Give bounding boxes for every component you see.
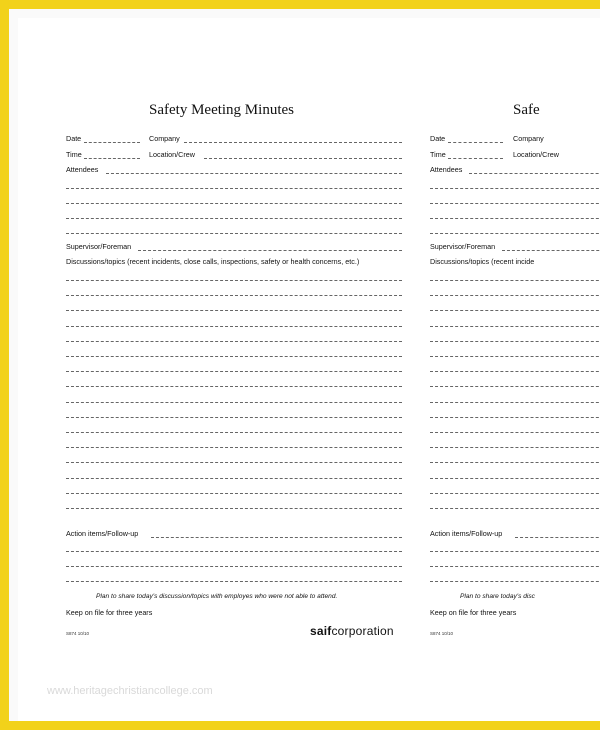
form-code-right: S874 10/10 [430,631,454,636]
keep-on-file-label: Keep on file for three years [66,608,153,617]
action-line[interactable] [66,566,402,567]
time-field[interactable] [84,158,140,159]
attendee-line-right[interactable] [430,218,600,219]
time-field-right[interactable] [448,158,503,159]
time-label: Time [66,150,82,159]
discussion-line[interactable] [66,356,402,357]
action-line-right[interactable] [430,566,600,567]
discussion-line-right[interactable] [430,356,600,357]
discussion-line-right[interactable] [430,462,600,463]
discussion-line-right[interactable] [430,386,600,387]
keep-on-file-label-right: Keep on file for three years [430,608,517,617]
location-label: Location/Crew [149,150,195,159]
discussion-line[interactable] [66,493,402,494]
discussion-line[interactable] [66,386,402,387]
company-label: Company [149,134,180,143]
discussion-line-right[interactable] [430,508,600,509]
discussion-line[interactable] [66,447,402,448]
action-line[interactable] [66,551,402,552]
discussion-line-right[interactable] [430,417,600,418]
saif-logo: saifcorporation [310,624,394,638]
action-line-right[interactable] [430,581,600,582]
attendee-line[interactable] [66,188,402,189]
discussion-line[interactable] [66,295,402,296]
discussion-line-right[interactable] [430,326,600,327]
date-field-right[interactable] [448,142,503,143]
discussion-line-right[interactable] [430,371,600,372]
attendees-field-right[interactable] [469,173,600,174]
discussion-line-right[interactable] [430,478,600,479]
action-items-field[interactable] [151,537,402,538]
attendees-label: Attendees [66,165,99,174]
supervisor-label: Supervisor/Foreman [66,242,132,251]
discussion-line[interactable] [66,432,402,433]
attendee-line[interactable] [66,203,402,204]
discussion-line-right[interactable] [430,341,600,342]
action-items-label: Action items/Follow-up [66,529,139,538]
company-field[interactable] [184,142,402,143]
plan-note-right: Plan to share today's disc [460,593,535,600]
attendee-line[interactable] [66,218,402,219]
discussion-line[interactable] [66,417,402,418]
form-code: S874 10/10 [66,631,90,636]
discussion-line[interactable] [66,402,402,403]
discussion-line[interactable] [66,326,402,327]
location-field[interactable] [204,158,402,159]
discussion-line-right[interactable] [430,280,600,281]
discussion-line-right[interactable] [430,493,600,494]
attendees-field[interactable] [106,173,402,174]
attendee-line-right[interactable] [430,188,600,189]
supervisor-field-right[interactable] [502,250,600,251]
discussion-line[interactable] [66,508,402,509]
form-title-clipped: Safe [513,102,540,118]
attendees-label-right: Attendees [430,165,463,174]
discussion-line[interactable] [66,478,402,479]
location-label-right: Location/Crew [513,150,559,159]
action-line[interactable] [66,581,402,582]
discussions-label: Discussions/topics (recent incidents, close calls, inspections, safety or health concerns, etc.) [66,257,360,266]
supervisor-field[interactable] [138,250,402,251]
time-label-right: Time [430,150,446,159]
form-title: Safety Meeting Minutes [149,102,294,118]
attendee-line-right[interactable] [430,233,600,234]
plan-note: Plan to share today's discussion/topics with employes who were not able to attend. [96,593,338,600]
discussion-line-right[interactable] [430,295,600,296]
company-label-right: Company [513,134,544,143]
discussion-line[interactable] [66,341,402,342]
action-line-right[interactable] [430,551,600,552]
discussion-line[interactable] [66,371,402,372]
date-field[interactable] [84,142,140,143]
discussion-line[interactable] [66,310,402,311]
discussion-line[interactable] [66,462,402,463]
action-items-field-right[interactable] [515,537,600,538]
discussions-label-right: Discussions/topics (recent incide [430,257,535,266]
discussion-line[interactable] [66,280,402,281]
date-label-right: Date [430,134,446,143]
discussion-line-right[interactable] [430,432,600,433]
supervisor-label-right: Supervisor/Foreman [430,242,496,251]
attendee-line-right[interactable] [430,203,600,204]
discussion-line-right[interactable] [430,310,600,311]
discussion-line-right[interactable] [430,447,600,448]
attendee-line[interactable] [66,233,402,234]
form-sheet-left [18,18,438,730]
date-label: Date [66,134,82,143]
watermark: www.heritagechristiancollege.com [47,685,213,697]
discussion-line-right[interactable] [430,402,600,403]
action-items-label-right: Action items/Follow-up [430,529,503,538]
form-sheet-right [429,18,600,730]
